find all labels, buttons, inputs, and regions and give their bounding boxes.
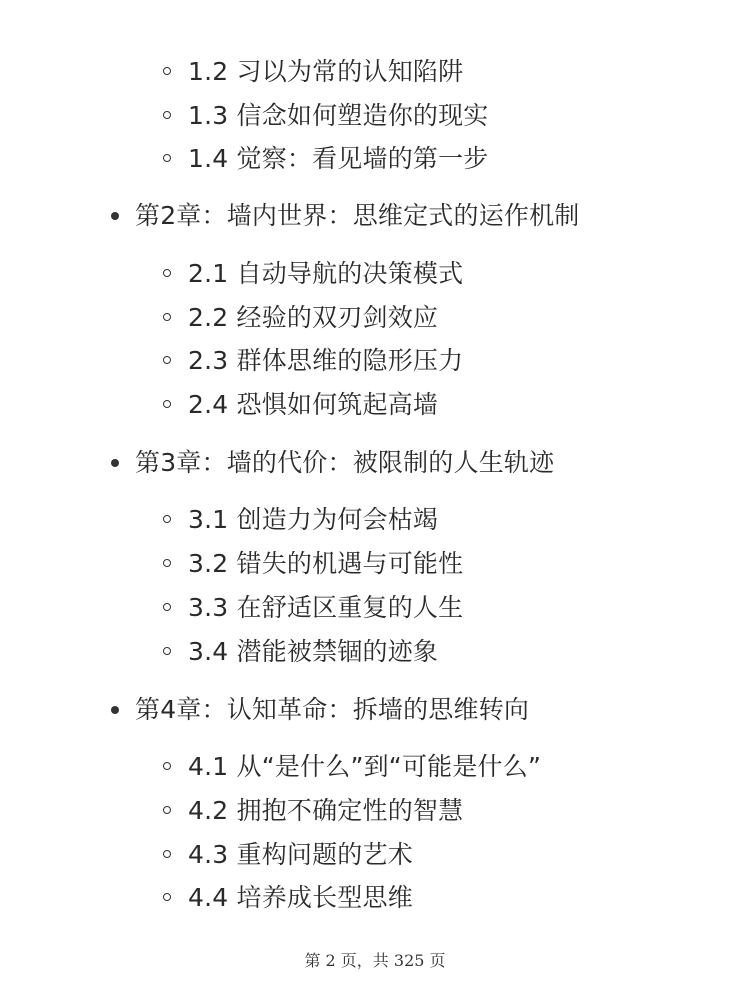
hollow-bullet-icon xyxy=(163,111,171,119)
filled-bullet-icon xyxy=(111,706,119,714)
toc-section-label: 3.3 在舒适区重复的人生 xyxy=(188,593,464,622)
toc-section-label: 3.1 创造力为何会枯竭 xyxy=(188,505,439,534)
toc-section-label: 4.3 重构问题的艺术 xyxy=(188,840,413,869)
hollow-bullet-icon xyxy=(163,313,171,321)
toc-section-label: 4.4 培养成长型思维 xyxy=(188,883,413,912)
hollow-bullet-icon xyxy=(163,154,171,162)
toc-chapter-label: 第3章：墙的代价：被限制的人生轨迹 xyxy=(135,448,555,477)
hollow-bullet-icon xyxy=(163,515,171,523)
hollow-bullet-icon xyxy=(163,647,171,655)
toc-chapter-label: 第2章：墙内世界：思维定式的运作机制 xyxy=(135,201,580,230)
filled-bullet-icon xyxy=(111,459,119,467)
toc-section-label: 1.4 觉察：看见墙的第一步 xyxy=(188,144,489,173)
hollow-bullet-icon xyxy=(163,400,171,408)
hollow-bullet-icon xyxy=(163,603,171,611)
toc-section-label: 4.2 拥抱不确定性的智慧 xyxy=(188,796,464,825)
toc-section-label: 2.1 自动导航的决策模式 xyxy=(188,259,464,288)
filled-bullet-icon xyxy=(111,212,119,220)
toc-chapter-label: 第4章：认知革命：拆墙的思维转向 xyxy=(135,695,530,724)
page-number-footer: 第 2 页，共 325 页 xyxy=(304,951,446,970)
hollow-bullet-icon xyxy=(163,67,171,75)
hollow-bullet-icon xyxy=(163,893,171,901)
toc-section-label: 1.2 习以为常的认知陷阱 xyxy=(188,57,464,86)
toc-section-label: 2.4 恐惧如何筑起高墙 xyxy=(188,390,439,419)
hollow-bullet-icon xyxy=(163,850,171,858)
toc-section-label: 2.2 经验的双刃剑效应 xyxy=(188,303,439,332)
hollow-bullet-icon xyxy=(163,559,171,567)
toc-section-label: 3.4 潜能被禁锢的迹象 xyxy=(188,637,439,666)
toc-section-label: 2.3 群体思维的隐形压力 xyxy=(188,346,464,375)
toc-section-label: 4.1 从“是什么”到“可能是什么” xyxy=(188,752,542,781)
toc-section-label: 1.3 信念如何塑造你的现实 xyxy=(188,101,489,130)
hollow-bullet-icon xyxy=(163,762,171,770)
toc-section-label: 3.2 错失的机遇与可能性 xyxy=(188,549,464,578)
hollow-bullet-icon xyxy=(163,806,171,814)
hollow-bullet-icon xyxy=(163,356,171,364)
hollow-bullet-icon xyxy=(163,269,171,277)
